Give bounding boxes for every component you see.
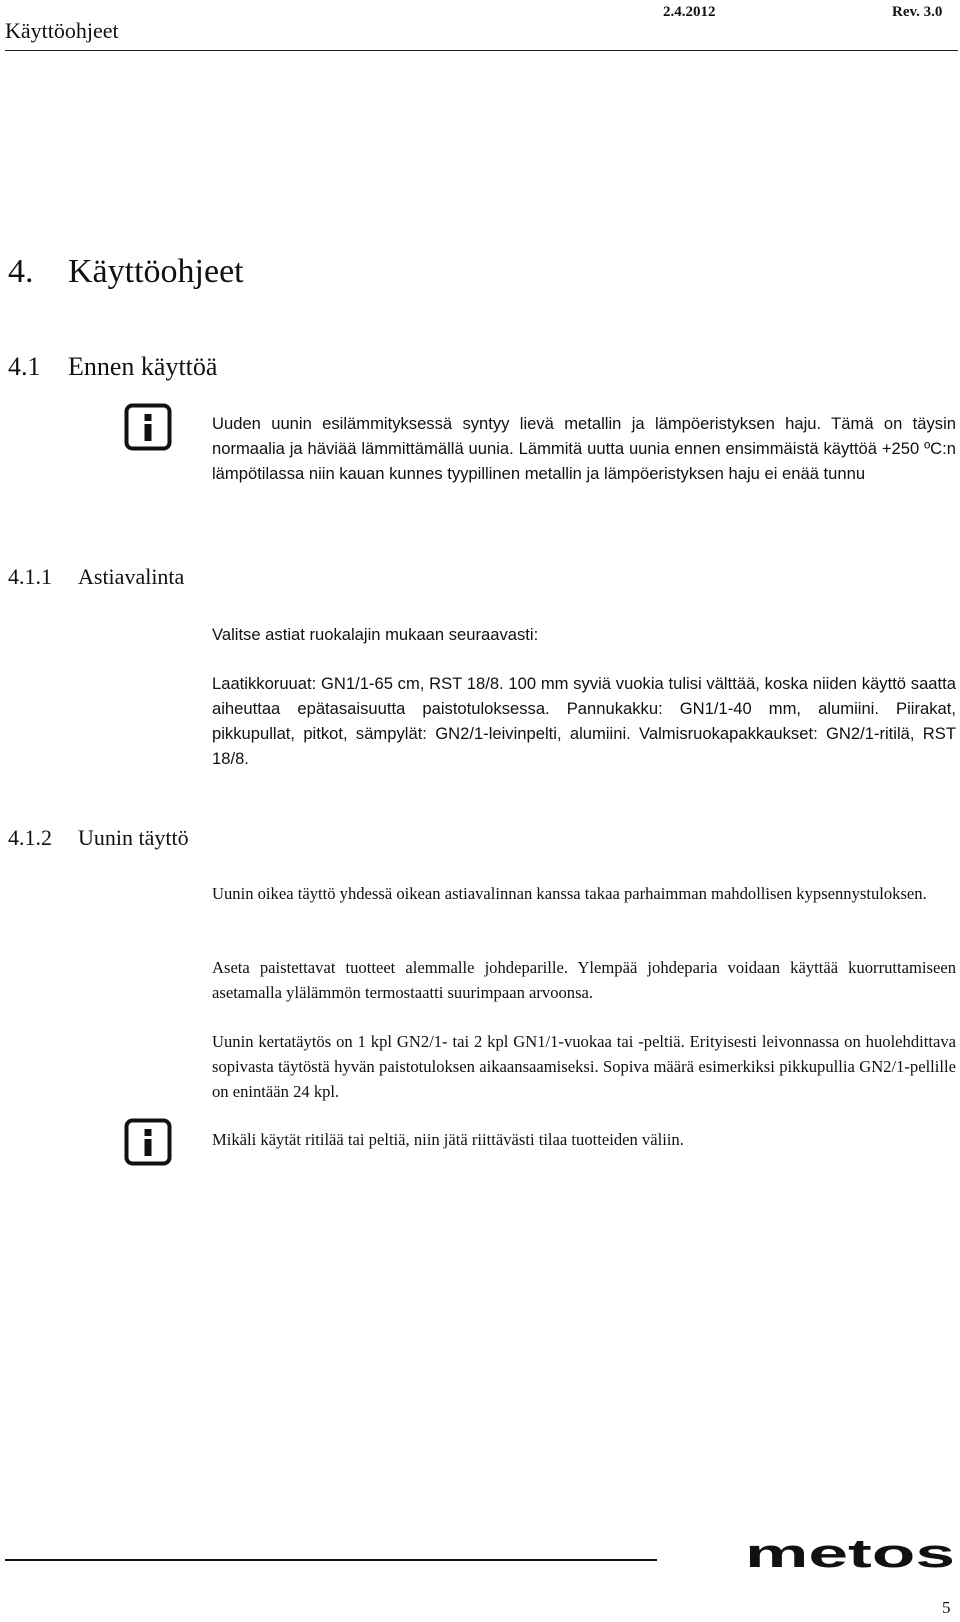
chapter-number: 4.	[8, 253, 34, 290]
header-revision: Rev. 3.0	[892, 4, 943, 20]
section-heading-4-1-1	[8, 564, 184, 590]
paragraph-intro: Valitse astiat ruokalajin mukaan seuraavasti:	[212, 625, 539, 644]
page-number: 5	[942, 1598, 951, 1617]
paragraph-filling-3: Uunin kertatäytös on 1 kpl GN2/1- tai 2 kpl GN1/1-vuokaa tai -peltiä. Erityisesti leivonnassa on huolehdittava sopivasta täytöstä hyvän paistotuloksen aikaansaamiseksi. Sopiva määrä esimerkiksi pikkupullia GN2/1-pellille on enintään 24 kpl.	[212, 1032, 956, 1101]
info-note-spacing: Mikäli käytät ritilää tai peltiä, niin jätä riittävästi tilaa tuotteiden väliin.	[212, 1130, 684, 1149]
paragraph-filling-1: Uunin oikea täyttö yhdessä oikean astiavalinnan kanssa takaa parhaimman mahdollisen kypsennystuloksen.	[212, 884, 927, 903]
metos-logo	[745, 1536, 957, 1574]
section-number: 4.1.2	[8, 825, 52, 850]
section-heading-4-1-2	[8, 825, 189, 851]
chapter-heading	[8, 253, 244, 291]
section-title: Astiavalinta	[78, 564, 185, 589]
chapter-title: Käyttöohjeet	[68, 253, 244, 290]
section-title: Uunin täyttö	[78, 825, 189, 850]
section-heading-4-1	[8, 352, 217, 382]
header-title: Käyttöohjeet	[5, 18, 119, 43]
section-number: 4.1	[8, 352, 41, 381]
section-number: 4.1.1	[8, 564, 52, 589]
paragraph-filling-2: Aseta paistettavat tuotteet alemmalle johdeparille. Ylempää johdeparia voidaan käyttää kuorruttamiseen asetamalla ylälämmön termostaatti suurimpaan arvoonsa.	[212, 958, 956, 1002]
info-icon	[124, 403, 172, 451]
header-divider	[5, 50, 958, 51]
paragraph-dish-selection: Laatikkoruuat: GN1/1-65 cm, RST 18/8. 100 mm syviä vuokia tulisi välttää, koska niiden käyttö saatta aiheuttaa epätasaisuutta paistotuloksessa. Pannukakku: GN1/1-40 mm, alumiini. Piirakat, pikkupullat, pitkot, sämpylät: GN2/1-leivinpelti, alumiini. Valmisruokapakkaukset: GN2/1-ritilä, RST 18/8.	[212, 674, 956, 768]
svg-text:metos: metos	[745, 1536, 955, 1574]
section-title: Ennen käyttöä	[68, 352, 218, 381]
info-icon	[124, 1118, 172, 1166]
header-date: 2.4.2012	[663, 4, 716, 20]
footer-divider	[5, 1559, 657, 1561]
info-note-preheat: Uuden uunin esilämmityksessä syntyy lievä metallin ja lämpöeristyksen haju. Tämä on täysin normaalia ja häviää lämmittämällä uunia. Lämmitä uutta uunia ennen ensimmäistä käyttöä +250 ºC:n lämpötilassa niin kauan kunnes tyypillinen metallin ja lämpöeristyksen haju ei enää tunnu	[212, 414, 956, 483]
